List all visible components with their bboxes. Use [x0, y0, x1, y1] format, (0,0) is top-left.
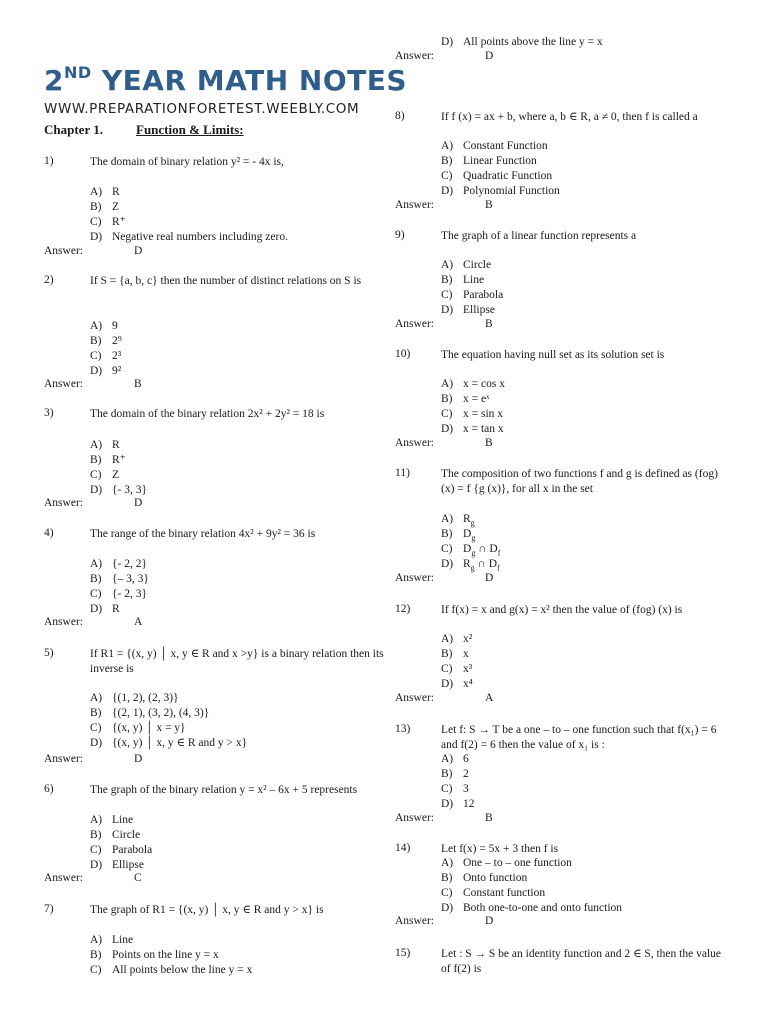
answer-value: B	[485, 437, 493, 449]
option-c: C) Constant function	[441, 887, 546, 899]
option-b: B) $D_g$	[441, 528, 476, 543]
answer-value: D	[134, 497, 143, 509]
answer-value: D	[134, 245, 143, 257]
option-a: A) x = cos x	[441, 378, 505, 390]
answer-value: A	[485, 692, 494, 704]
answer-value: D	[134, 753, 143, 765]
answer-line: Answer: A	[395, 692, 494, 704]
option-b: B) Points on the line y = x	[90, 949, 219, 961]
question-text: The domain of binary relation y² = - 4x is,	[90, 156, 284, 168]
question-number: 12)	[395, 603, 411, 615]
question-number: 8)	[395, 110, 405, 122]
answer-line: Answer: B	[395, 318, 493, 330]
answer-value: B	[134, 378, 142, 390]
question-text: If R1 = {(x, y) │ x, y ∈ R and x >y} is a binary relation then its inverse is	[90, 648, 384, 675]
options-list	[90, 691, 247, 751]
option-d: D) Both one-to-one and onto function	[441, 902, 623, 914]
option-a: A) Circle	[441, 259, 492, 271]
option-d: D) $R_g$ ∩ $D_f$	[441, 558, 500, 573]
option-b: B) R⁺	[90, 454, 126, 466]
answer-line: Answer: B	[44, 378, 142, 390]
question-text: If f(x) = x and g(x) = x² then the value of (fog) (x) is	[441, 604, 683, 616]
option-d: D) 9²	[90, 365, 122, 377]
answer-value: C	[134, 872, 142, 884]
option-b: B) Line	[441, 274, 485, 286]
question-number: 11)	[395, 467, 410, 479]
option-d: D) Negative real numbers including zero.	[90, 231, 288, 243]
option-a: A) Line	[90, 814, 134, 826]
option-c: C) R⁺	[90, 216, 126, 228]
question-text: The composition of two functions f and g is defined as (fog) (x) = f {g (x)}, for all x in the set	[441, 468, 718, 495]
option-a: A) R	[90, 439, 120, 451]
title-suffix: ND	[63, 62, 92, 82]
options-list	[90, 185, 288, 245]
option-d: D) Ellipse	[441, 304, 495, 316]
answer-value: D	[485, 915, 494, 927]
chapter-title: Function & Limits:	[136, 122, 244, 137]
option-c: C) 3	[441, 783, 469, 795]
question-text: The graph of a linear function represents a	[441, 230, 637, 242]
option-b: B) x	[441, 648, 469, 660]
options-list	[441, 35, 603, 50]
question-number: 3)	[44, 407, 54, 419]
answer-line: Answer: D	[44, 753, 143, 765]
option-a: A) 6	[441, 753, 469, 765]
option-a: A) Constant Function	[441, 140, 548, 152]
answer-line: Answer: B	[395, 812, 493, 824]
options-list	[441, 512, 500, 572]
option-d: D) Polynomial Function	[441, 185, 560, 197]
question-number: 14)	[395, 842, 411, 854]
answer-line: Answer: B	[395, 199, 493, 211]
question-number: 1)	[44, 155, 54, 167]
question-number: 6)	[44, 783, 54, 795]
question-text: If S = {a, b, c} then the number of distinct relations on S is	[90, 275, 362, 287]
answer-value: A	[134, 616, 143, 628]
option-b: B) x = eˣ	[441, 393, 490, 405]
options-list	[90, 933, 252, 978]
title-number: 2	[44, 64, 64, 97]
answer-line: Answer: D	[395, 50, 494, 62]
question-number: 7)	[44, 903, 54, 915]
option-b: B) Linear Function	[441, 155, 537, 167]
options-list	[441, 139, 560, 199]
option-a: A) {(1, 2), (2, 3)}	[90, 692, 179, 704]
option-c: C) 2³	[90, 350, 122, 362]
answer-line: Answer: D	[395, 572, 494, 584]
option-d: D) All points above the line y = x	[441, 36, 603, 48]
options-list	[441, 632, 473, 692]
options-list	[441, 752, 475, 812]
question-text: Let f: S → T be a one – to – one function such that f(x₁) = 6 and f(2) = 6 then the value of x₁ is :	[441, 724, 717, 751]
option-b: B) Z	[90, 201, 120, 213]
question-number: 5)	[44, 647, 54, 659]
option-c: C) Parabola	[90, 844, 153, 856]
option-c: C) {(x, y) │ x = y}	[90, 722, 186, 734]
question-text: The range of the binary relation 4x² + 9y² = 36 is	[90, 528, 316, 540]
option-b: B) {– 3, 3}	[90, 573, 149, 585]
title-text: YEAR MATH NOTES	[91, 64, 408, 97]
question-text: If f (x) = ax + b, where a, b ∈ R, a ≠ 0, then f is called a	[441, 111, 698, 123]
options-list	[90, 319, 122, 379]
option-d: D) x⁴	[441, 678, 473, 690]
option-d: D) x = tan x	[441, 423, 504, 435]
option-a: A) One – to – one function	[441, 857, 572, 869]
option-c: C) {- 2, 3}	[90, 588, 147, 600]
question-text: The graph of the binary relation y = x² – 6x + 5 represents	[90, 784, 358, 796]
option-a: A) Line	[90, 934, 134, 946]
option-c: C) x = sin x	[441, 408, 504, 420]
options-list	[441, 258, 503, 318]
option-a: A) R	[90, 186, 120, 198]
question-text: The equation having null set as its solution set is	[441, 349, 665, 361]
question-text: The graph of R1 = {(x, y) │ x, y ∈ R and y > x} is	[90, 904, 324, 916]
answer-value: B	[485, 199, 493, 211]
answer-value: D	[485, 50, 494, 62]
option-d: D) Ellipse	[90, 859, 144, 871]
question-text: Let f(x) = 5x + 3 then f is	[441, 843, 559, 855]
options-list	[90, 438, 147, 498]
question-text: The domain of the binary relation 2x² + 2y² = 18 is	[90, 408, 325, 420]
page-title	[44, 64, 407, 97]
options-list	[90, 813, 152, 873]
option-c: C) x³	[441, 663, 473, 675]
option-c: C) All points below the line y = x	[90, 964, 253, 976]
option-c: C) $D_g$ ∩ $D_f$	[441, 543, 501, 558]
option-b: B) {(2, 1), (3, 2), (4, 3)}	[90, 707, 210, 719]
answer-value: D	[485, 572, 494, 584]
option-c: C) Parabola	[441, 289, 504, 301]
answer-line: Answer: D	[395, 915, 494, 927]
website-url: WWW.PREPARATIONFORETEST.WEEBLY.COM	[44, 101, 360, 117]
option-c: C) Quadratic Function	[441, 170, 553, 182]
question-number: 9)	[395, 229, 405, 241]
option-b: B) 2	[441, 768, 469, 780]
question-number: 10)	[395, 348, 411, 360]
option-d: D) R	[90, 603, 120, 615]
question-number: 2)	[44, 274, 54, 286]
question-number: 15)	[395, 947, 411, 959]
option-a: A) 9	[90, 320, 118, 332]
question-number: 13)	[395, 723, 411, 735]
answer-line: Answer: B	[395, 437, 493, 449]
options-list	[441, 377, 505, 437]
option-b: B) Circle	[90, 829, 141, 841]
option-d: D) {- 3, 3}	[90, 484, 147, 496]
answer-value: B	[485, 318, 493, 330]
chapter-number: Chapter 1.	[44, 122, 103, 137]
option-b: B) 2⁹	[90, 335, 122, 347]
option-a: A) $R_g$	[441, 513, 475, 528]
options-list	[441, 856, 622, 916]
answer-line: Answer: D	[44, 497, 143, 509]
answer-line: Answer: C	[44, 872, 142, 884]
options-list	[90, 557, 149, 617]
answer-value: B	[485, 812, 493, 824]
option-d: D) {(x, y) │ x, y ∈ R and y > x}	[90, 737, 248, 749]
option-b: B) Onto function	[441, 872, 528, 884]
question-number: 4)	[44, 527, 54, 539]
option-d: D) 12	[441, 798, 475, 810]
answer-line: Answer: D	[44, 245, 143, 257]
question-text: Let : S → S be an identity function and 2 ∈ S, then the value of f(2) is	[441, 948, 721, 975]
chapter-heading	[44, 122, 244, 138]
option-a: A) x²	[441, 633, 473, 645]
option-a: A) {- 2, 2}	[90, 558, 147, 570]
option-c: C) Z	[90, 469, 120, 481]
answer-line: Answer: A	[44, 616, 143, 628]
